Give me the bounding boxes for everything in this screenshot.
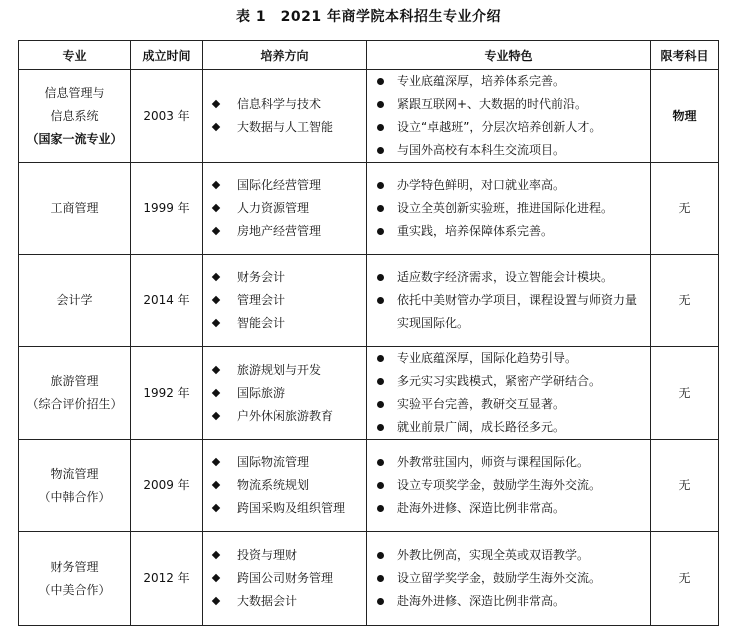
dot-bullet-icon [377, 147, 384, 154]
direction-cell [203, 255, 367, 347]
feature-text: 实验平台完善，教研交互显著。 [397, 397, 566, 411]
major-name-cell [19, 532, 131, 626]
direction-text: 跨国采购及组织管理 [237, 501, 346, 515]
required-subject: 无 [651, 255, 719, 347]
founded-year: 1999 年 [131, 163, 203, 255]
header-row [19, 41, 719, 70]
feature-text: 就业前景广阔，成长路径多元。 [397, 420, 566, 434]
diamond-bullet-icon [212, 551, 220, 559]
major-name-line: 工商管理 [50, 201, 99, 215]
diamond-bullet-icon [212, 504, 220, 512]
diamond-bullet-icon [212, 100, 220, 108]
feature-cell [367, 255, 651, 347]
direction-text: 国际化经营管理 [237, 178, 322, 192]
founded-year: 2003 年 [131, 70, 203, 163]
feature-item [367, 590, 650, 613]
feature-item [367, 347, 650, 370]
diamond-bullet-icon [212, 365, 220, 373]
feature-text: 依托中美财管办学项目，课程设置与师资力量实现国际化。 [397, 293, 638, 330]
direction-item [203, 174, 366, 197]
dot-bullet-icon [377, 378, 384, 385]
direction-item [203, 497, 366, 520]
dot-bullet-icon [377, 459, 384, 466]
feature-item [367, 544, 650, 567]
feature-text: 办学特色鲜明，对口就业率高。 [397, 178, 566, 192]
direction-item [203, 382, 366, 405]
major-name-cell [19, 347, 131, 440]
direction-text: 户外休闲旅游教育 [237, 408, 334, 423]
feature-text: 外教常驻国内，师资与课程国际化。 [397, 455, 590, 469]
direction-text: 房地产经营管理 [237, 224, 322, 238]
feature-text: 专业底蕴深厚，国际化趋势引导。 [397, 351, 578, 365]
feature-item [367, 70, 650, 93]
feature-item [367, 93, 650, 116]
direction-text: 跨国公司财务管理 [237, 571, 334, 585]
table-row [19, 440, 719, 532]
feature-text: 设立“卓越班”，分层次培养创新人才。 [397, 120, 602, 134]
direction-text: 大数据与人工智能 [237, 120, 334, 134]
diamond-bullet-icon [212, 481, 220, 489]
direction-item [203, 590, 366, 613]
direction-cell [203, 347, 367, 440]
diamond-bullet-icon [212, 574, 220, 582]
direction-cell [203, 70, 367, 163]
feature-item [367, 116, 650, 139]
direction-item [203, 93, 366, 116]
direction-cell [203, 163, 367, 255]
feature-item [367, 370, 650, 393]
feature-text: 适应数字经济需求，设立智能会计模块。 [397, 270, 614, 284]
diamond-bullet-icon [212, 319, 220, 327]
dot-bullet-icon [377, 182, 384, 189]
direction-text: 投资与理财 [237, 548, 298, 562]
feature-text: 紧跟互联网+、大数据的时代前沿。 [397, 97, 588, 111]
feature-text: 重实践，培养保障体系完善。 [397, 224, 554, 238]
feature-item [367, 393, 650, 416]
feature-item [367, 139, 650, 162]
dot-bullet-icon [377, 205, 384, 212]
direction-item [203, 312, 366, 335]
founded-year: 2014 年 [131, 255, 203, 347]
dot-bullet-icon [377, 424, 384, 431]
table-caption: 表 1 2021 年商学院本科招生专业介绍 [236, 9, 501, 25]
dot-bullet-icon [377, 401, 384, 408]
feature-cell [367, 440, 651, 532]
feature-item [367, 266, 650, 289]
direction-item [203, 405, 366, 428]
diamond-bullet-icon [212, 181, 220, 189]
table-row [19, 70, 719, 163]
feature-text: 设立专项奖学金，鼓励学生海外交流。 [397, 478, 602, 492]
major-name-cell [19, 440, 131, 532]
feature-cell [367, 347, 651, 440]
direction-item [203, 567, 366, 590]
major-note: （中韩合作） [38, 489, 111, 504]
major-name-line: 信息系统 [50, 108, 99, 123]
diamond-bullet-icon [212, 411, 220, 419]
dot-bullet-icon [377, 124, 384, 131]
dot-bullet-icon [377, 78, 384, 85]
direction-text: 物流系统规划 [237, 478, 310, 492]
diamond-bullet-icon [212, 273, 220, 281]
required-subject: 物理 [651, 70, 719, 163]
table-row [19, 163, 719, 255]
founded-year: 2012 年 [131, 532, 203, 626]
required-subject: 无 [651, 163, 719, 255]
feature-item [367, 474, 650, 497]
feature-cell [367, 163, 651, 255]
feature-item [367, 451, 650, 474]
direction-text: 信息科学与技术 [237, 97, 322, 111]
direction-item [203, 359, 366, 382]
feature-text: 外教比例高，实现全英或双语教学。 [397, 548, 590, 562]
required-subject: 无 [651, 532, 719, 626]
direction-cell [203, 532, 367, 626]
diamond-bullet-icon [212, 204, 220, 212]
required-subject: 无 [651, 347, 719, 440]
direction-item [203, 197, 366, 220]
direction-item [203, 474, 366, 497]
direction-cell [203, 440, 367, 532]
feature-text: 多元实习实践模式，紧密产学研结合。 [397, 374, 602, 388]
feature-item [367, 416, 650, 439]
header-major: 专业 [19, 41, 131, 70]
dot-bullet-icon [377, 552, 384, 559]
direction-item [203, 451, 366, 474]
dot-bullet-icon [377, 598, 384, 605]
feature-item [367, 497, 650, 520]
required-subject: 无 [651, 440, 719, 532]
dot-bullet-icon [377, 297, 384, 304]
diamond-bullet-icon [212, 597, 220, 605]
direction-text: 旅游规划与开发 [237, 362, 322, 377]
direction-item [203, 289, 366, 312]
major-name-line: 信息管理与 [44, 85, 105, 100]
major-name-cell [19, 163, 131, 255]
founded-year: 1992 年 [131, 347, 203, 440]
major-table [18, 40, 719, 626]
header-features: 专业特色 [367, 41, 651, 70]
major-name-line: 财务管理 [50, 559, 99, 574]
direction-text: 智能会计 [237, 316, 286, 330]
direction-text: 国际旅游 [237, 385, 286, 400]
direction-text: 国际物流管理 [237, 455, 310, 469]
dot-bullet-icon [377, 101, 384, 108]
feature-cell [367, 532, 651, 626]
header-year: 成立时间 [131, 41, 203, 70]
major-name-cell [19, 70, 131, 163]
founded-year: 2009 年 [131, 440, 203, 532]
dot-bullet-icon [377, 228, 384, 235]
direction-item [203, 116, 366, 139]
feature-text: 专业底蕴深厚，培养体系完善。 [397, 74, 566, 88]
major-note: （国家一流专业） [26, 131, 123, 146]
dot-bullet-icon [377, 505, 384, 512]
major-name-line: 会计学 [56, 293, 93, 307]
direction-text: 人力资源管理 [237, 201, 310, 215]
dot-bullet-icon [377, 575, 384, 582]
feature-item [367, 197, 650, 220]
feature-item [367, 220, 650, 243]
feature-cell [367, 70, 651, 163]
feature-text: 赴海外进修、深造比例非常高。 [397, 594, 566, 608]
diamond-bullet-icon [212, 227, 220, 235]
feature-text: 赴海外进修、深造比例非常高。 [397, 501, 566, 515]
table-row [19, 532, 719, 626]
dot-bullet-icon [377, 274, 384, 281]
diamond-bullet-icon [212, 296, 220, 304]
diamond-bullet-icon [212, 388, 220, 396]
direction-item [203, 544, 366, 567]
feature-item [367, 174, 650, 197]
diamond-bullet-icon [212, 458, 220, 466]
feature-text: 设立全英创新实验班，推进国际化进程。 [397, 201, 614, 215]
feature-item [367, 567, 650, 590]
feature-item [367, 289, 650, 335]
header-direction: 培养方向 [203, 41, 367, 70]
direction-text: 财务会计 [237, 270, 286, 284]
major-name-line: 物流管理 [50, 466, 99, 481]
table-row [19, 255, 719, 347]
feature-text: 与国外高校有本科生交流项目。 [397, 143, 566, 157]
dot-bullet-icon [377, 355, 384, 362]
direction-text: 管理会计 [237, 293, 286, 307]
direction-item [203, 266, 366, 289]
table-row [19, 347, 719, 440]
direction-text: 大数据会计 [237, 594, 298, 608]
major-name-cell [19, 255, 131, 347]
direction-item [203, 220, 366, 243]
major-note: （中美合作） [38, 582, 111, 597]
header-subject: 限考科目 [651, 41, 719, 70]
major-name-line: 旅游管理 [50, 374, 99, 388]
diamond-bullet-icon [212, 123, 220, 131]
dot-bullet-icon [377, 482, 384, 489]
feature-text: 设立留学奖学金，鼓励学生海外交流。 [397, 571, 602, 585]
major-note: （综合评价招生） [26, 397, 123, 411]
